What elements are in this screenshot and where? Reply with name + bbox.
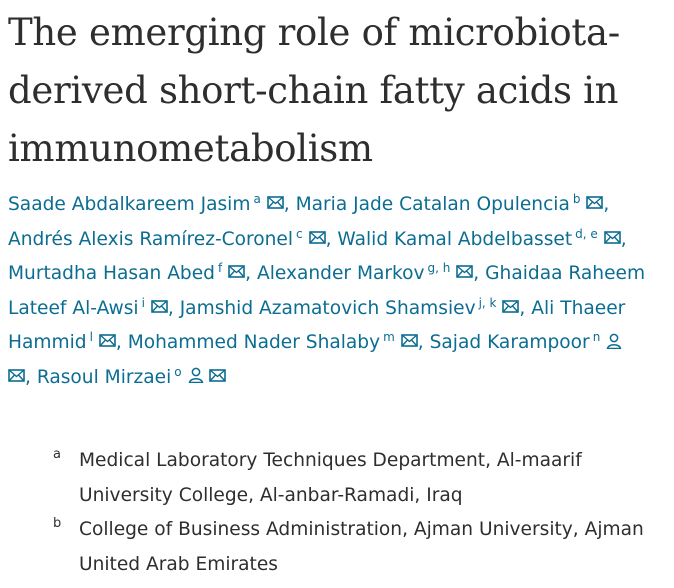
author-name[interactable]: Rasoul Mirzaei	[36, 366, 172, 388]
separator: ,	[473, 263, 480, 285]
affiliation-item	[0, 444, 674, 513]
affiliation-list	[0, 444, 674, 582]
affiliation-text: University College, Al-anbar-Ramadi, Iraq	[79, 484, 463, 506]
affiliation-text: College of Business Administration, Ajman University, Ajman	[79, 519, 644, 541]
author-name[interactable]: Jamshid Azamatovich Shamsiev	[179, 297, 476, 319]
separator: ,	[167, 297, 174, 319]
author-affiliation-sup[interactable]: b	[572, 192, 581, 206]
author-name[interactable]: Saade Abdalkareem Jasim	[8, 194, 251, 215]
affiliation-text: Medical Laboratory Techniques Department, Al-maarif	[79, 450, 582, 471]
author-affiliation-sup[interactable]: i	[141, 295, 145, 310]
author-name[interactable]: Maria Jade Catalan Opulencia	[295, 194, 570, 215]
affiliation-text: United Arab Emirates	[79, 553, 278, 575]
separator: ,	[417, 332, 424, 354]
author-affiliation-sup[interactable]: d, e	[575, 226, 598, 241]
author-line	[8, 361, 674, 396]
person-icon[interactable]	[188, 367, 204, 383]
title-line: immunometabolism	[8, 127, 373, 170]
author-affiliation-sup[interactable]: c	[296, 226, 303, 241]
author-name[interactable]: Ghaidaa Raheem	[485, 263, 646, 285]
envelope-icon[interactable]	[267, 196, 284, 209]
author-line	[8, 257, 674, 292]
author-line	[8, 223, 674, 258]
author-name[interactable]: Andrés Alexis Ramírez-Coronel	[8, 228, 294, 250]
envelope-icon[interactable]	[309, 231, 326, 244]
envelope-icon[interactable]	[502, 300, 519, 313]
affiliation-label: a	[53, 447, 61, 462]
author-name[interactable]: Walid Kamal Abdelbasset	[337, 228, 573, 250]
article-title	[8, 4, 668, 178]
envelope-icon[interactable]	[99, 334, 116, 347]
author-name[interactable]: Mohammed Nader Shalaby	[127, 332, 381, 354]
author-affiliation-sup[interactable]: f	[217, 261, 223, 276]
envelope-icon[interactable]	[228, 265, 245, 278]
envelope-icon[interactable]	[8, 369, 25, 382]
separator: ,	[115, 332, 122, 354]
author-name[interactable]: Sajad Karampoor	[429, 332, 590, 354]
affiliation-item	[0, 513, 674, 582]
author-affiliation-sup[interactable]: n	[592, 330, 601, 345]
title-line: The emerging role of microbiota-	[8, 11, 620, 54]
envelope-icon[interactable]	[456, 265, 473, 278]
author-affiliation-sup[interactable]: o	[174, 364, 182, 379]
affiliation-label: b	[53, 516, 62, 532]
separator: ,	[25, 366, 31, 388]
author-name[interactable]: Ali Thaeer	[531, 297, 626, 319]
author-line	[8, 326, 674, 361]
separator: ,	[325, 228, 332, 250]
envelope-icon[interactable]	[604, 231, 621, 244]
author-affiliation-sup[interactable]: j, k	[478, 295, 497, 310]
author-affiliation-sup[interactable]: m	[383, 330, 395, 345]
separator: ,	[603, 194, 610, 215]
author-line	[8, 292, 674, 327]
separator: ,	[519, 297, 526, 319]
envelope-icon[interactable]	[151, 300, 168, 313]
separator: ,	[283, 194, 290, 215]
envelope-icon[interactable]	[401, 334, 418, 347]
author-name[interactable]: Hammid	[8, 332, 87, 354]
author-name[interactable]: Lateef Al-Awsi	[8, 297, 139, 319]
envelope-icon[interactable]	[209, 369, 226, 382]
author-list	[8, 188, 674, 396]
person-icon[interactable]	[606, 333, 622, 349]
separator: ,	[620, 228, 627, 250]
author-name[interactable]: Alexander Markov	[256, 263, 425, 285]
author-affiliation-sup[interactable]: l	[89, 330, 93, 345]
author-name[interactable]: Murtadha Hasan Abed	[8, 263, 215, 285]
separator: ,	[245, 263, 252, 285]
title-line: derived short-chain fatty acids in	[8, 69, 619, 112]
author-line	[8, 188, 674, 223]
author-affiliation-sup[interactable]: g, h	[427, 261, 451, 276]
envelope-icon[interactable]	[586, 196, 603, 209]
author-affiliation-sup[interactable]: a	[253, 192, 261, 206]
